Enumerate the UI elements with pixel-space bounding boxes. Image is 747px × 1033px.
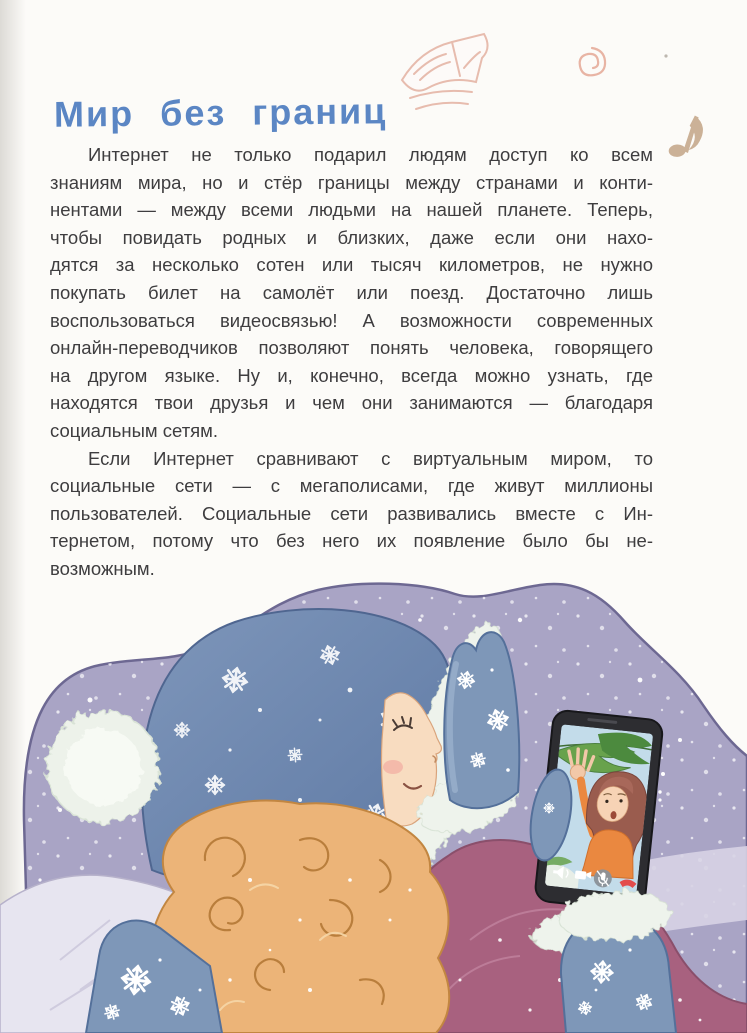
paragraph-line: Если Интернет сравнивают с виртуальным миром, то bbox=[88, 447, 653, 469]
paragraph-line: Интернет не только подарил людям доступ ко всем bbox=[88, 144, 653, 165]
paragraph-line: нентами — между всеми людьми на нашей планете. Теперь, bbox=[50, 199, 653, 221]
article-text bbox=[50, 141, 653, 583]
hat-pom-pom bbox=[47, 711, 159, 823]
ink-speck bbox=[664, 54, 667, 57]
paragraph-line: дятся за несколько сотен или тысяч километров, не нужно bbox=[50, 254, 653, 276]
paragraph-line: находятся твои друзья и чем они занимаются — благодаря bbox=[50, 392, 653, 414]
paragraph-line: пользователей. Социальные сети развивались вместе с Ин- bbox=[50, 502, 653, 524]
lower-mitten bbox=[557, 888, 676, 1033]
paragraph-line: знаниям мира, но и стёр границы между странами и конти- bbox=[50, 171, 653, 193]
paragraph-line: социальным сетям. bbox=[50, 419, 219, 441]
paragraph-line: на другом языке. Ну и, конечно, всегда можно узнать, где bbox=[50, 364, 653, 386]
paragraph-line: тернетом, потому что без него их появление было бы не- bbox=[50, 530, 653, 552]
paragraph bbox=[50, 141, 653, 445]
paragraph-line: покупать билет на самолёт или поезд. Достаточно лишь bbox=[50, 281, 653, 303]
paragraph-line: социальные сети — с мегаполисами, где живут миллионы bbox=[50, 475, 653, 497]
winter-video-call-illustration bbox=[0, 560, 747, 1033]
open-book-doodle-icon bbox=[402, 34, 488, 109]
blush bbox=[383, 760, 403, 774]
paragraph-line: чтобы повидать родных и близких, даже если они нахо- bbox=[50, 226, 653, 248]
paragraph-line: возможным. bbox=[50, 557, 155, 579]
raised-mitten bbox=[444, 632, 519, 808]
paragraph-line: воспользоваться видеосвязью! А возможности современных bbox=[50, 309, 653, 331]
spiral-doodle-icon bbox=[580, 48, 605, 75]
page-title: Мир без границ bbox=[53, 90, 388, 135]
paragraph-line: онлайн-переводчиков позволяют понять человека, говорящего bbox=[50, 337, 653, 359]
music-note-icon bbox=[666, 111, 706, 163]
